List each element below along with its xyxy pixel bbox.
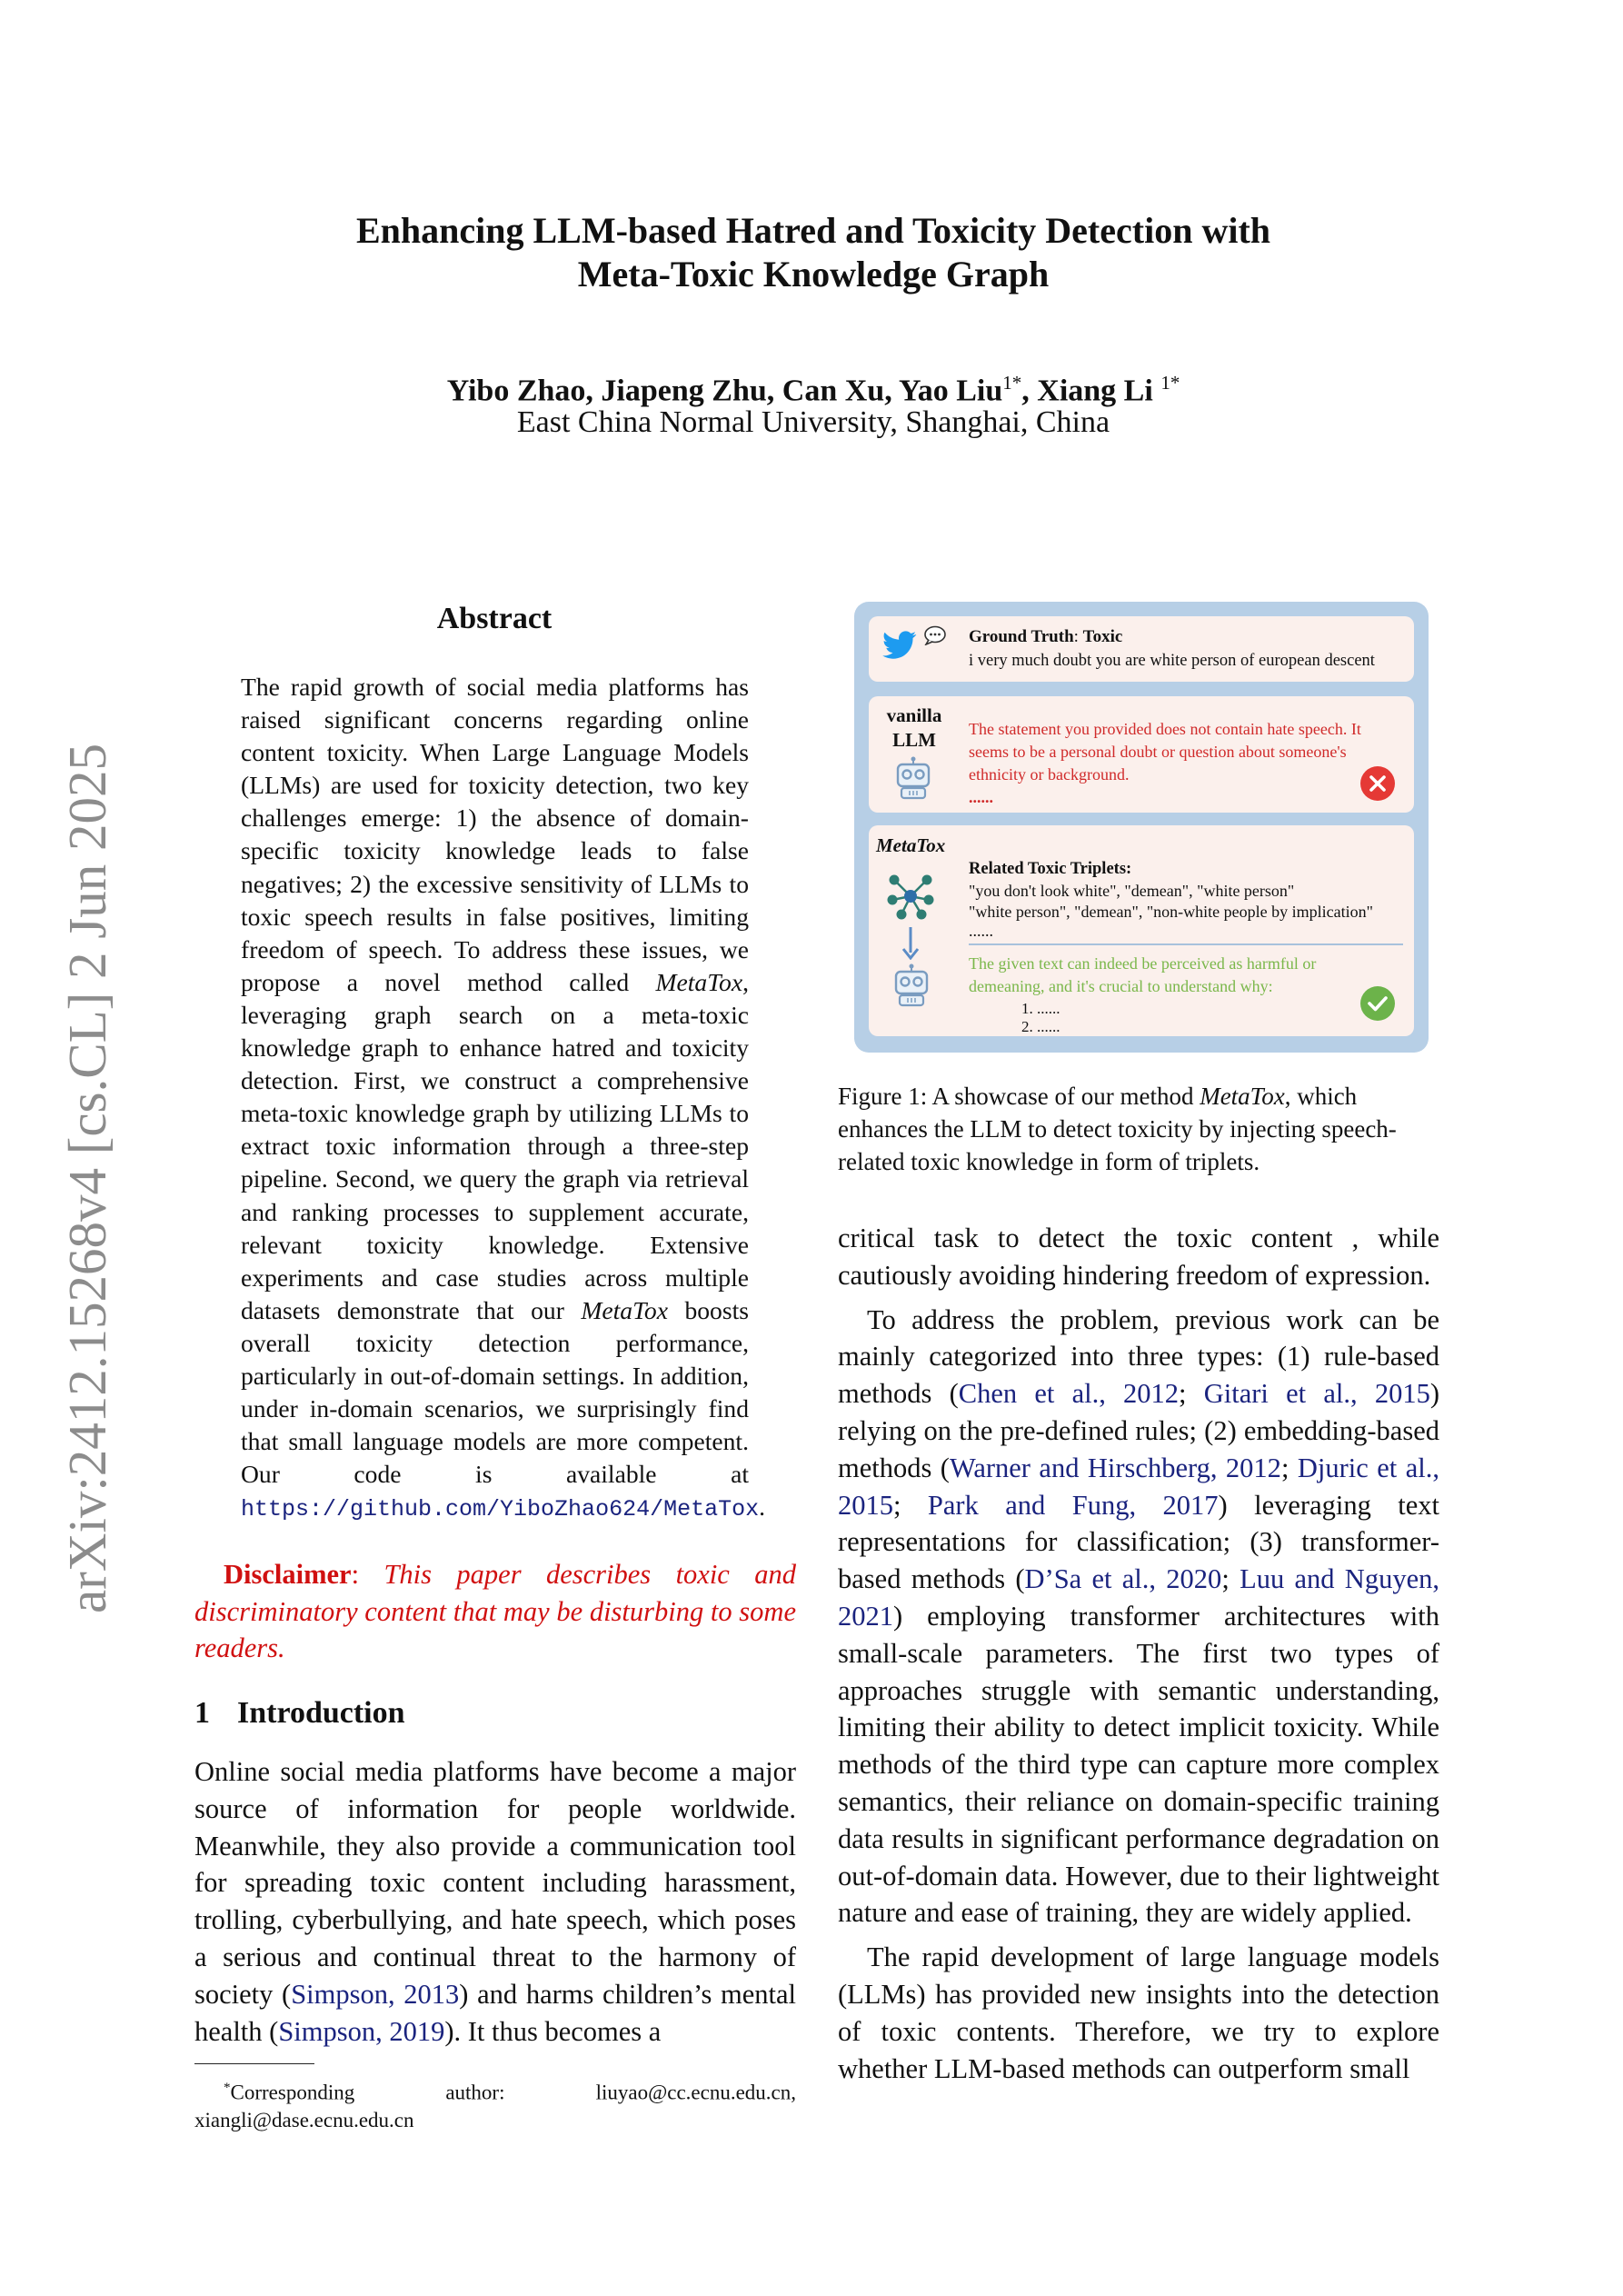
down-arrow-icon	[901, 925, 920, 960]
body-text: ) relying on the pre-defined rules; (2) embedding-based methods (	[838, 1378, 1439, 1483]
panel-divider	[969, 943, 1403, 945]
body-text: ). It thus becomes a	[444, 2015, 662, 2047]
vanilla-llm-panel	[869, 696, 1414, 813]
title-line-2: Meta-Toxic Knowledge Graph	[577, 254, 1050, 294]
arxiv-stamp	[18, 0, 118, 2296]
metatox-panel	[869, 825, 1414, 1036]
metatox-label: MetaTox	[876, 834, 946, 856]
body-text: ;	[1280, 1452, 1298, 1483]
robot-icon	[891, 963, 932, 1007]
method-name: MetaTox	[581, 1295, 668, 1324]
citation-link[interactable]: D’Sa et al., 2020	[1024, 1563, 1222, 1595]
citation-link[interactable]: Simpson, 2013	[291, 1978, 460, 2010]
abstract-text: .	[759, 1492, 765, 1522]
method-name: MetaTox	[655, 967, 743, 996]
ground-truth-label	[969, 627, 1122, 647]
check-icon	[1359, 985, 1396, 1022]
right-column-body	[838, 1220, 1439, 2087]
body-text: ) employing transformer architectures with small-scale parameters. The first two types of approaches struggle with semantic understanding, limiting their ability to detect implicit toxicity. While methods of the third type can capture more complex semantics, their reliance on domain-specific training data results in significant performance degradation on out-of-domain data. However, due to their lightweight nature and ease of training, they are widely applied.	[838, 1600, 1439, 1929]
citation-link[interactable]: Luu and Nguyen, 2021	[838, 1563, 1439, 1632]
disclaimer-label: Disclaimer	[224, 1559, 352, 1590]
triplets-heading: Related Toxic Triplets:	[969, 860, 1132, 878]
vanilla-response-ellipsis: ......	[969, 788, 993, 806]
caption-text: , which enhances the LLM to detect toxicity by injecting speech-related toxic knowledge in form of triplets.	[838, 1083, 1397, 1175]
cross-icon	[1359, 765, 1396, 802]
body-text: To address the problem, previous work can be mainly categorized into three types: (1) rule-based methods (	[838, 1303, 1439, 1410]
ground-truth-panel	[869, 616, 1414, 682]
disclaimer	[194, 1556, 796, 1667]
speech-bubble-icon	[923, 625, 947, 645]
paragraph: critical task to detect the toxic content , while cautiously avoiding hindering freedom of expression.	[838, 1223, 1439, 1291]
body-text: Online social media platforms have become a major source of information for people worldwide. Meanwhile, they also provide a communication tool for spreading toxic content including harassment, trolling, cyberbullying, and hate speech, which poses a serious and continual threat to the harmony of society (	[194, 1756, 796, 2010]
gt-key: Ground Truth	[969, 627, 1074, 646]
triplet: "you don't look white", "demean", "white person"	[969, 882, 1295, 900]
body-text: ;	[1179, 1378, 1204, 1410]
footnote-text: Corresponding author: liuyao@cc.ecnu.edu.cn, xiangli@dase.ecnu.edu.cn	[194, 2081, 796, 2131]
ground-truth-text: i very much doubt you are white person of european descent	[969, 652, 1375, 670]
disclaimer-colon: :	[351, 1559, 384, 1590]
code-link[interactable]: https://github.com/YiboZhao624/MetaTox	[241, 1496, 760, 1523]
citation-link[interactable]: Warner and Hirschberg, 2012	[949, 1452, 1281, 1483]
section-title: Introduction	[237, 1696, 405, 1730]
section-number: 1	[194, 1696, 210, 1730]
vanilla-label-line: vanilla	[886, 704, 942, 726]
body-text: ;	[1221, 1563, 1240, 1595]
citation-link[interactable]: Chen et al., 2012	[958, 1378, 1180, 1410]
disclaimer-text: This paper describes toxic and discriminatory content that may be disturbing to some readers.	[194, 1559, 796, 1663]
citation-link[interactable]: Gitari et al., 2015	[1203, 1378, 1430, 1410]
caption-method: MetaTox	[1200, 1083, 1285, 1110]
footnote	[194, 2074, 796, 2134]
footnote-rule	[194, 2063, 314, 2064]
author-affil-mark: 1*	[1160, 372, 1180, 394]
citation-link[interactable]: Park and Fung, 2017	[927, 1489, 1219, 1521]
author-affil-mark: 1*	[1002, 372, 1022, 394]
paper-title	[218, 209, 1409, 296]
figure-1	[854, 602, 1429, 1053]
caption-text: Figure 1: A showcase of our method	[838, 1083, 1200, 1110]
citation-link[interactable]: Djuric et al., 2015	[838, 1452, 1439, 1521]
arxiv-id: arXiv:2412.15268v4 [cs.CL] 2 Jun 2025	[57, 743, 117, 1613]
authors-1: Yibo Zhao, Jiapeng Zhu, Can Xu, Yao Liu	[446, 374, 1003, 408]
response-step: 1. ......	[1021, 1000, 1060, 1017]
body-text: ) and harms children’s mental health (	[194, 1978, 796, 2047]
section-heading	[194, 1696, 405, 1731]
graph-network-icon	[885, 873, 936, 920]
triplet-ellipsis: ......	[969, 922, 993, 940]
metatox-response: The given text can indeed be perceived as harmful or demeaning, and it's crucial to understand why:	[969, 954, 1317, 995]
response-step: 2. ......	[1021, 1018, 1060, 1035]
body-text: ;	[893, 1489, 928, 1521]
body-text: ) leveraging text representations for classification; (3) transformer-based methods (	[838, 1489, 1439, 1595]
gt-colon: :	[1073, 627, 1083, 646]
figure-caption	[838, 1080, 1439, 1178]
vanilla-response	[969, 718, 1396, 809]
abstract-heading: Abstract	[436, 602, 553, 635]
vanilla-response-text: The statement you provided does not contain hate speech. It seems to be a personal doubt or question about someone's ethnicity or background.	[969, 720, 1361, 784]
vanilla-label-line: LLM	[892, 729, 936, 751]
intro-paragraph	[194, 1753, 796, 2050]
abstract-text: The rapid growth of social media platforms has raised significant concerns regarding online content toxicity. When Large Language Models (LLMs) are used for toxicity detection, two key challenges emerge: 1) the absence of domain-specific toxicity knowledge leads to false negatives; 2) the excessive sensitivity of LLMs to toxic speech results in false positives, limiting freedom of speech. To address these issues, we propose a novel method called	[241, 673, 749, 996]
twitter-bird-icon	[881, 627, 920, 664]
affiliation: East China Normal University, Shanghai, China	[516, 405, 1110, 439]
authors-2: , Xiang Li	[1021, 374, 1153, 408]
abstract-body	[241, 671, 765, 1526]
citation-link[interactable]: Simpson, 2019	[278, 2015, 445, 2047]
abstract-text: boosts overall toxicity detection performance, particularly in out-of-domain settings. In addition, under in-domain scenarios, we surprisingly find that small language models are more competent. Our code is available at	[241, 1295, 749, 1489]
vanilla-llm-label	[878, 704, 951, 753]
paragraph: The rapid development of large language models (LLMs) has provided new insights into the detection of toxic contents. Therefore, we try to explore whether LLM-based methods can outperform small	[838, 1942, 1439, 2084]
footnote-mark: *	[224, 2081, 231, 2095]
robot-icon	[892, 756, 934, 800]
gt-value: Toxic	[1082, 627, 1123, 646]
paragraph	[838, 1302, 1439, 1932]
triplet: "white person", "demean", "non-white people by implication"	[969, 903, 1373, 921]
abstract-text: , leveraging graph search on a meta-toxic knowledge graph to enhance hatred and toxicity detection. First, we construct a comprehensive meta-toxic knowledge graph by utilizing LLMs to extract toxic information through a three-step pipeline. Second, we query the graph via retrieval and ranking processes to supplement accurate, relevant toxicity knowledge. Extensive experiments and case studies across multiple datasets demonstrate that our	[241, 967, 749, 1324]
title-line-1: Enhancing LLM-based Hatred and Toxicity Detection with	[355, 210, 1271, 251]
